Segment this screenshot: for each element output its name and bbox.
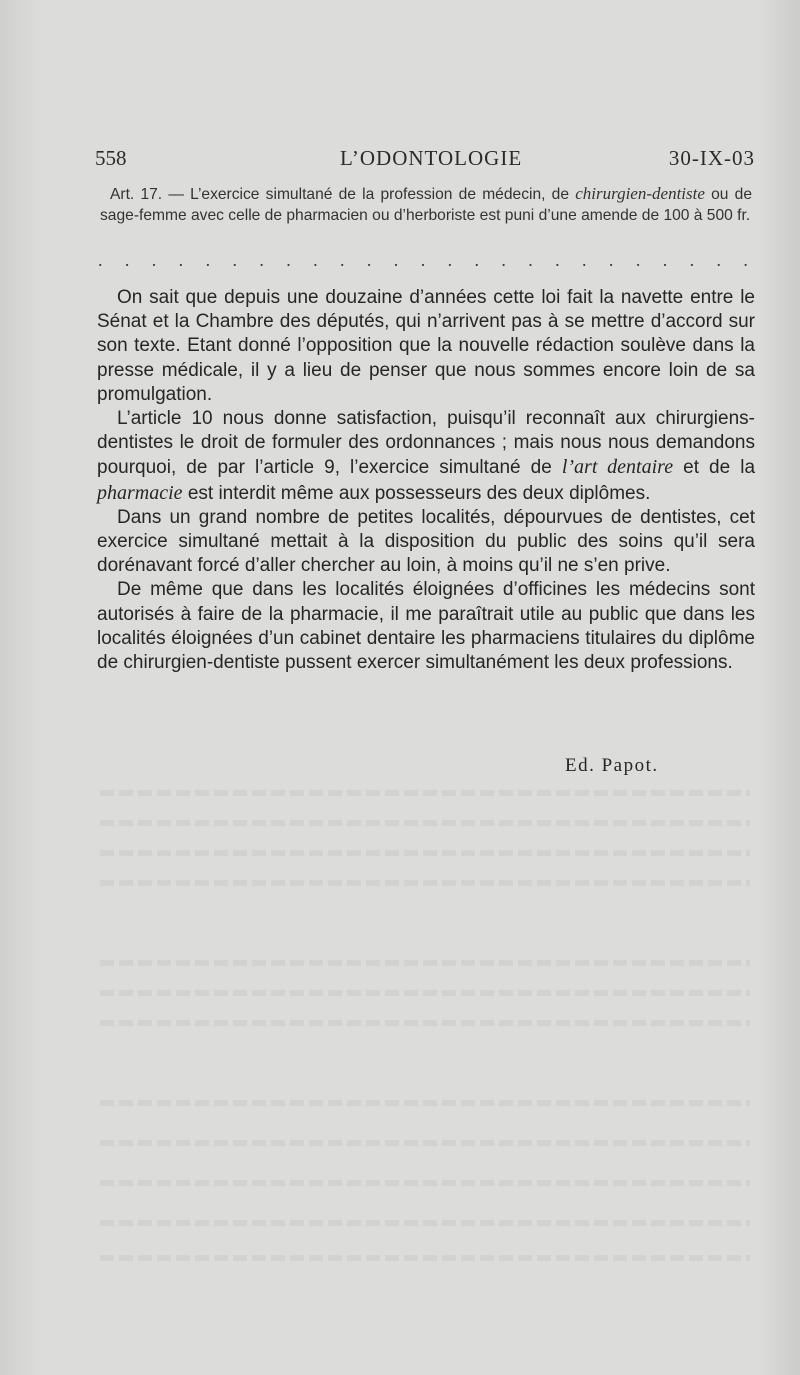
paragraph-2-start: L’article 10 nous donne satisfaction, puisqu’il reconnaît aux chirurgiens-dentistes le droit de formuler des ordonnances ; mais nous nous demandons pourquoi, de par l’article 9, l’exercice simultané de — [97, 408, 755, 479]
separator-dot: . — [98, 250, 103, 270]
separator-dot: . — [259, 250, 264, 270]
separator-dot: . — [608, 250, 614, 270]
author-signature: Ed. Papot. — [565, 755, 659, 776]
separator-dot: . — [689, 250, 695, 270]
paragraph-4: De même que dans les localités éloignées d’officines les médecins sont autorisés à faire de la pharmacie, il me paraîtrait utile au public que dans les localités éloignées d’un cabinet dentaire les pharmaciens titulaires du diplôme de chirurgien-dentiste pussent exercer simultanément les deux professions. — [97, 579, 755, 674]
separator-dot: . — [447, 250, 453, 270]
separator-dot: . — [205, 250, 211, 270]
separator-dot: . — [743, 250, 748, 270]
body-text — [97, 286, 755, 675]
bleed-through-line — [100, 1255, 750, 1261]
separator-dot: . — [582, 250, 587, 270]
separator-dot: . — [501, 250, 506, 270]
article-text-start: — L’exercice simultané de la profession de médecin, de — [162, 186, 576, 203]
separator-dot: . — [474, 250, 479, 270]
bleed-through-line — [100, 990, 750, 996]
separator-dot: . — [178, 250, 184, 270]
bleed-through-line — [100, 1220, 750, 1226]
paragraph-2-italic-art-dentaire: l’art dentaire — [561, 456, 674, 479]
bleed-through-line — [100, 1140, 750, 1146]
separator-dot: . — [340, 250, 345, 270]
separator-dot: . — [662, 250, 668, 270]
separator-dot: . — [366, 250, 372, 270]
separator-dot: . — [635, 250, 641, 270]
separator-dot: . — [420, 250, 426, 270]
issue-date: 30-IX-03 — [668, 146, 755, 170]
bleed-through-line — [100, 1020, 750, 1026]
separator-dot: . — [124, 250, 130, 270]
separator-dot: . — [232, 250, 237, 270]
bleed-through-line — [100, 1180, 750, 1186]
bleed-through-line — [100, 820, 750, 826]
article-label: Art. 17. — [110, 186, 163, 203]
ellipsis-separator — [98, 250, 748, 270]
paragraph-2-mid: et de la — [673, 457, 756, 479]
bleed-through-line — [100, 850, 750, 856]
bleed-through-line — [100, 960, 750, 966]
paragraph-1: On sait que depuis une douzaine d’années cette loi fait la navette entre le Sénat et la Chambre des députés, qui n’arrivent pas à se mettre d’accord sur son texte. Etant donné l’opposition que la nouvelle rédaction soulève dans la presse médicale, il y a lieu de penser que nous sommes encore loin de sa promulgation. — [97, 287, 755, 405]
paragraph-2-end: est interdit même aux possesseurs des deux diplômes. — [182, 482, 651, 504]
journal-title: L’ODONTOLOGIE — [340, 146, 523, 170]
paragraph-2 — [97, 407, 755, 506]
separator-dot: . — [716, 250, 721, 270]
page-number: 558 — [95, 146, 127, 170]
separator-dot: . — [286, 250, 291, 270]
page-header — [95, 146, 755, 178]
separator-dot: . — [313, 250, 318, 270]
bleed-through-line — [100, 880, 750, 886]
separator-dot: . — [393, 250, 399, 270]
bleed-through-line — [100, 1100, 750, 1106]
separator-dot: . — [555, 250, 560, 270]
article-italic-term: chirurgien-dentiste — [575, 184, 705, 203]
paragraph-3: Dans un grand nombre de petites localités, dépourvues de dentistes, cet exercice simultané mettait à la disposition du public des soins qu’il sera dorénavant forcé d’aller chercher au loin, à moins qu’il ne s’en prive. — [97, 506, 755, 577]
separator-dot: . — [528, 250, 533, 270]
article-quote — [100, 183, 752, 226]
separator-dot: . — [151, 250, 157, 270]
article-text-end: ou de sage-femme avec celle de pharmacien ou d’herboriste est puni d’une amende de 100 à 500 fr. — [100, 186, 752, 224]
paragraph-2-italic-pharmacie: pharmacie — [97, 481, 183, 504]
bleed-through-line — [100, 790, 750, 796]
